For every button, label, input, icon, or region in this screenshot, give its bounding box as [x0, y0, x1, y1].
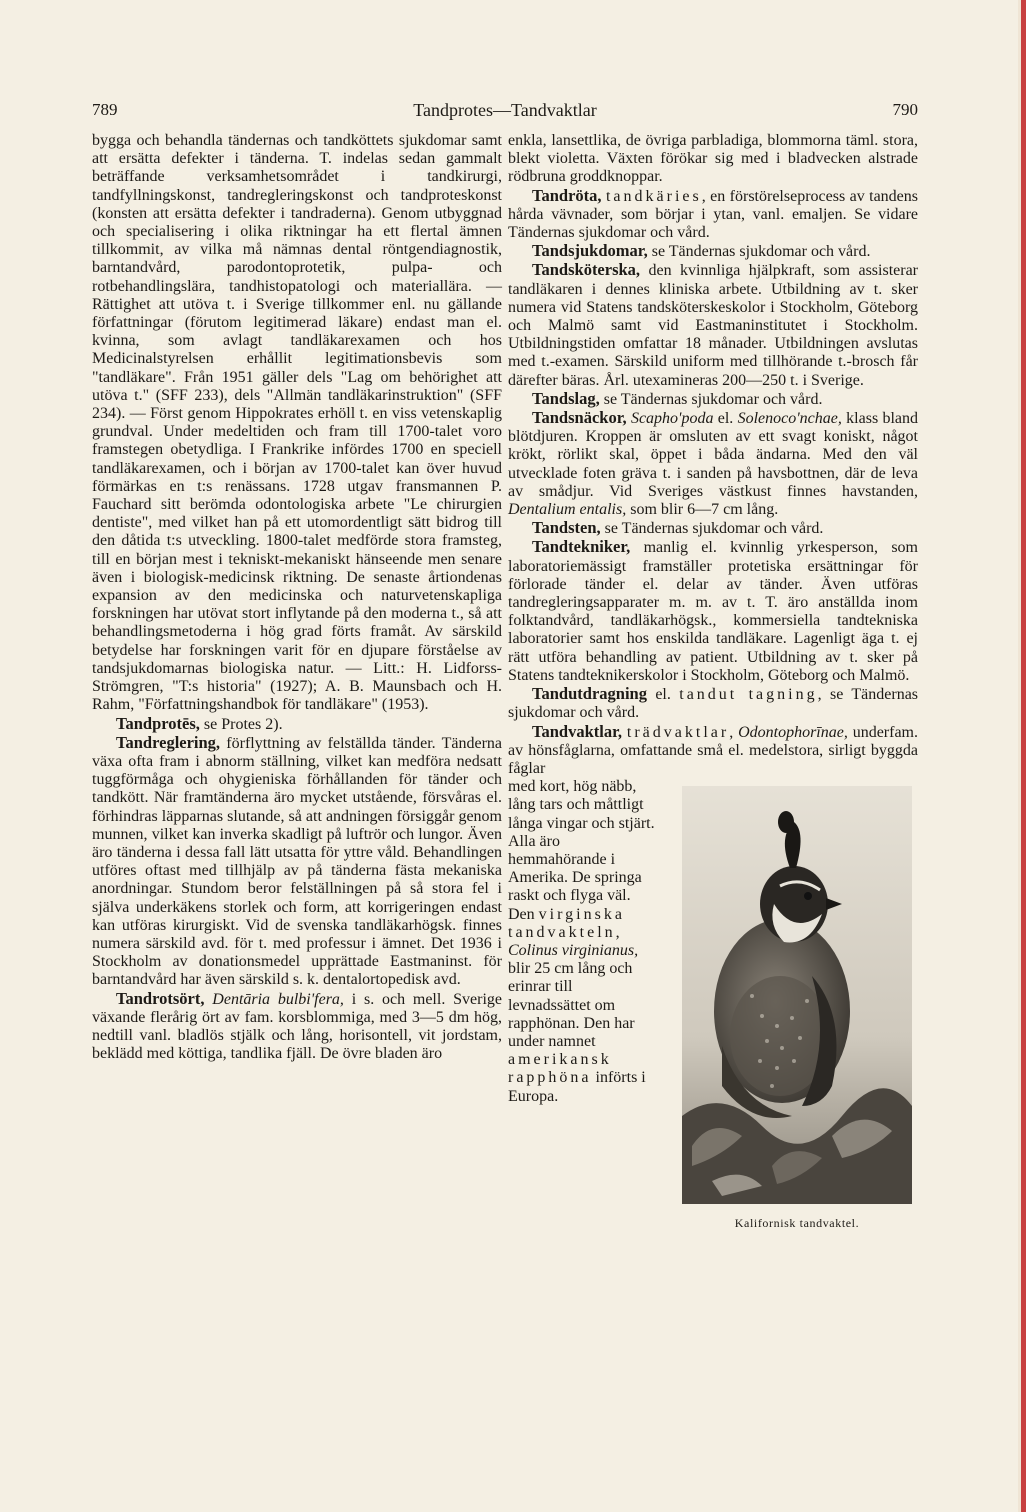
- entry-text: manlig el. kvinnlig yrkesperson, som laboratoriemässigt framställer protetiska ersättningar för förlorade tänder el. delar av tänder. Även utföras tandregleringsapparater m. m. av t. T. äro anställda inom folktandvård, tandläkarhögsk., kommersiella tandtekniska laboratorier samt hos enskilda tandläkare. Lagenligt äga t. ej rätt utföra behandling av patient. Utbildning av t. sker på Statens tandteknikerskolor i Stockholm, Göteborg och Malmö.: [508, 539, 918, 684]
- page-edge-red: [1021, 0, 1026, 1512]
- entry-headword: Tandsjukdomar,: [532, 241, 648, 261]
- entry-tandreglering: [92, 734, 502, 990]
- entry-headword: Tandtekniker,: [532, 537, 631, 557]
- entry-text: el.: [713, 410, 738, 428]
- entry-text: , se Tändernas sjukdomar och vård.: [508, 686, 919, 722]
- entry-text: se Protes 2).: [199, 715, 283, 733]
- entry-tandsjukdomar: [508, 242, 918, 261]
- running-head: Tandprotes—Tandvaktlar: [413, 100, 597, 120]
- entry-tandvaktlar: Tandvaktlar, trädvaktlar, Odontophorīnae, underfam. av hönsfåglarna, omfattande små el. medelstora, sirligt byggda fåglar: [508, 721, 919, 777]
- entry-headword: Tandslag,: [532, 388, 600, 408]
- entry-text: se Tändernas sjukdomar och vård.: [647, 243, 871, 261]
- page-header: [92, 100, 918, 126]
- entry-tandsten: [508, 519, 918, 538]
- scientific-name: Odontophorīnae,: [738, 723, 848, 741]
- entry-text: underfam. av hönsfåglarna, omfattande små el. medelstora, sirligt byggda fåglar: [508, 723, 919, 777]
- scientific-name: Colinus virginianus,: [508, 941, 639, 959]
- scientific-name: Dentāria bulbi'fera,: [212, 990, 344, 1008]
- entry-headword: Tandrotsört,: [116, 988, 205, 1008]
- page-number-left: 789: [92, 100, 118, 119]
- california-quail-photo: [682, 786, 912, 1204]
- entry-text: , en förstörelseprocess av tandens hårda vävnader, som börjar i ytan, vanl. emaljen. Se vidare Tändernas sjukdomar och vård.: [508, 187, 918, 242]
- spaced-name: virginska tandvakteln: [508, 905, 625, 941]
- wrap-text-sep: ,: [615, 923, 620, 941]
- continued-entry-text: bygga och behandla tändernas och tandköttets sjukdomar samt att ersätta defekter i tänderna. T. indelas sedan gammalt beträffande verksamhetsområdet i tandkirurgi, tandfyllningskonst, tandregleringskonst och tandproteskonst (konsten att ersätta defekter i tandraderna). Genom utbyggnad och specialisering i olika riktningar ha ett flertal ämnen tillkommit, av vilka må nämnas dental röntgendiagnostik, barntandvård, parodontoprotetik, pulpa- och rotbehandlingslära, tandhistopatologi och materiallära. — Rättighet att utöva t. i Sverige tillkommer enl. nu gällande författningar (förutom legitimerad läkare) endast man el. kvinna, som avlagt tandläkarexamen och hos Medicinalstyrelsen erhållit legitimationsbevis som "tandläkare". Från 1951 gäller dels "Lag om behörighet att utöva t." (SFF 233), dels "Allmän tandläkarinstruktion" (SFF 234). — Först genom Hippokrates erhöll t. en viss vetenskaplig grundval. Under medeltiden och fram till 1700-talet voro framstegen obetydliga. I Frankrike infördes 1700 en speciell tandläkarexamen, och i början av 1700-talet kan över huvud förmärkas en t:s renässans. 1728 utgav fransmannen P. Fauchard sitt berömda odontologiska arbete "Le chirurgien dentiste", med vilket han på ett utomordentligt sätt bidrog till den dåtida t:s utveckling. 1800-talet medförde stora framsteg, till en början mest i tekniskt-mekaniskt hänseende men senare även i biologisk-medicinsk riktning. De senaste årtiondenas expansion av den medicinska och naturvetenskapliga forskningen har utövat stort inflytande på den moderna t., så att behandlingsmetoderna i hög grad förts framåt. Av särskild betydelse har forskningen varit för en djupare förståelse av tandsjukdomarnas biologiska natur. — Litt.: H. Lidforss-Strömgren, "T:s historia" (1927); A. B. Maunsbach och H. Rahm, "Författningshandbok för tandläkare" (1953).: [92, 132, 502, 714]
- scientific-name: Scapho'poda: [630, 410, 714, 428]
- entry-tandprotes: [92, 715, 502, 734]
- wrap-text-b: blir 25 cm lång och erinrar till levnadssättet om rapphönan. Den har under namnet: [508, 960, 635, 1050]
- spaced-synonym: tandut tagning: [679, 686, 818, 704]
- spaced-name: amerikansk rapphöna: [508, 1051, 612, 1087]
- entry-text: i s. och mell. Sverige växande flerårig ört av fam. korsblommiga, med 3—5 dm hög, nedtill vanl. bladlös stjälk och lång, horisontell, vit jordstam, beklädd med köttiga, tandlika fjäll. De övre bladen äro: [92, 990, 502, 1063]
- spaced-synonym: tandkäries: [605, 187, 702, 205]
- spaced-synonym: trädvaktlar: [626, 723, 730, 741]
- continued-entry-text: enkla, lansettlika, de övriga parbladiga, blommorna täml. stora, blekt violetta. Växten förökar sig med i bladvecken alstrade rödbruna groddknoppar.: [508, 132, 918, 186]
- entry-headword: Tandröta,: [532, 185, 602, 205]
- entry-text: som blir 6—7 cm lång.: [626, 501, 779, 519]
- entry-headword: Tandsten,: [532, 518, 601, 538]
- wrap-text-a: med kort, hög näbb, lång tars och måttligt långa vingar och stjärt. Alla äro hemmahörande i Amerika. De springa raskt och flyga väl. Den: [508, 778, 655, 923]
- entry-headword: Tandsköterska,: [532, 260, 641, 280]
- tandvaktlar-wrap-block: [508, 778, 918, 1231]
- entry-tandtekniker: [508, 538, 918, 685]
- entry-headword: Tandutdragning: [532, 684, 647, 704]
- entry-tandrota: [508, 187, 918, 243]
- quail-figure: [682, 786, 912, 1232]
- entry-text: se Tändernas sjukdomar och vård.: [600, 520, 824, 538]
- entry-headword: Tandvaktlar,: [532, 721, 623, 741]
- entry-text: klass bland blötdjuren. Kroppen är omsluten av ett svagt koniskt, något krökt, rörlikt skal, öppet i båda ändarna. Med den väl utvecklade foten gräva t. i sanden på havsbottnen, där de leva av smådjur. Vid Sveriges västkust finnes havstanden,: [508, 410, 919, 500]
- entry-text: förflyttning av felställda tänder. Tänderna växa ofta fram i abnorm ställning, vilket kan medföra nedsatt tuggförmåga och ohygieniska förhållanden för tänder och tandkött. När framtänderna äro mycket utstående, försvåras el. förhindras läpparnas slutande, så att andningen försiggår genom munnen, vilket kan inverka skadligt på luftrör och lungor. Även äro tänderna i dessa fall lätt utsatta för yttre våld. Behandlingen utföres oftast med tillhjälp av på tänderna fästa mekaniska anordningar. Stundom beror felställningen på så stora fel i själva underkäkens storlek och form, att korrigeringen endast kan utföras kirurgiskt. Vid de svenska tandläkarhögsk. finnes numera särskild avd. för t. med professur i ämnet. Det 1936 i Stockholm av donationsmedel upprättade Eastmaninst. för barntandvård har även särskild s. k. dentalortopedisk avd.: [92, 734, 502, 989]
- entry-tandslag: [508, 390, 918, 409]
- entry-headword: Tandsnäckor,: [532, 408, 627, 428]
- entry-tandskoterska: [508, 261, 918, 389]
- page-number-right: 790: [892, 100, 918, 119]
- entry-tandrotsort: [92, 990, 502, 1064]
- entry-text: el.: [646, 686, 680, 704]
- entry-headword: Tandprotēs,: [116, 713, 200, 733]
- figure-caption: Kalifornisk tandvaktel.: [734, 1216, 860, 1231]
- scientific-name: Solenoco'nchae,: [737, 410, 842, 428]
- entry-text: den kvinnliga hjälpkraft, som assisterar tandläkaren i dennes kliniska arbete. Utbildning av t. sker numera vid Statens tandsköterskeskolor i Stockholm, Göteborg och Malmö samt vid Eastmaninstitutet i Stockholm. Utbildningstiden omfattar 18 månader. Utbildningen avslutas med t.-examen. Särskild uniform med tillhörande t.-brosch får därefter bäras. Årl. utexamineras 200—250 t. i Sverige.: [508, 262, 918, 389]
- right-column: [508, 132, 919, 1231]
- scientific-name: Dentalium entalis,: [508, 501, 627, 519]
- wrap-text-c: införts i Europa.: [508, 1069, 646, 1105]
- entry-text: se Tändernas sjukdomar och vård.: [599, 390, 823, 408]
- entry-text-wrapped: [508, 778, 656, 1106]
- entry-tandutdragning: [508, 685, 918, 722]
- entry-headword: Tandreglering,: [116, 732, 221, 752]
- entry-tandsnackor: [508, 409, 918, 519]
- left-column: [92, 132, 502, 1063]
